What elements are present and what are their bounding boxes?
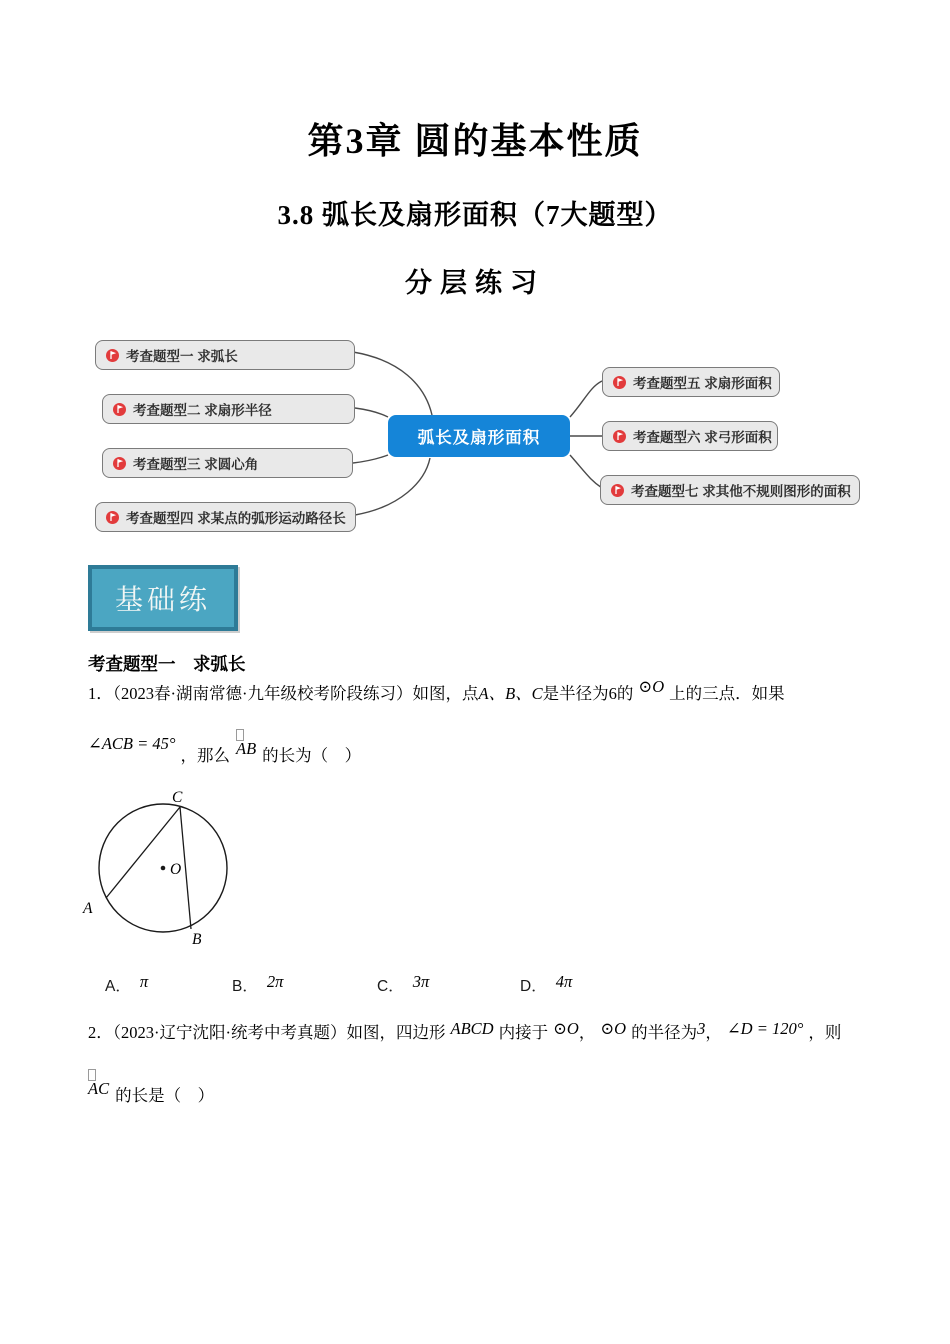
arc-AC-letters: AC <box>88 1079 110 1098</box>
problem2-radius: 3 <box>697 1019 706 1038</box>
label-O: O <box>170 861 182 878</box>
arc-AB-letters: AB <box>235 739 257 758</box>
problem2-comma2: ， <box>705 1023 722 1042</box>
circle-O-symbol: ⊙O <box>638 677 665 696</box>
mindmap-node-label: 考查题型七 求其他不规则图形的面积 <box>631 484 851 499</box>
label-A: A <box>83 900 93 917</box>
label-B: B <box>192 931 202 948</box>
problem2-mid3: ，则 <box>808 1023 842 1042</box>
problem1-source: （2023春·湖南常德·九年级校考阶段练习）如图，点 <box>112 684 479 703</box>
mindmap-node-type3 <box>102 448 353 478</box>
arc-AB <box>236 739 256 759</box>
basic-practice-banner <box>88 565 238 631</box>
circle-figure <box>78 788 253 963</box>
circle-O-symbol: ⊙O <box>553 1019 579 1038</box>
problem1-radius: 6 <box>608 684 617 703</box>
option-B <box>232 974 283 996</box>
problem2-mid1: 内接于 <box>498 1023 549 1042</box>
problem1-number: 1． <box>88 684 113 703</box>
arc-AC <box>88 1079 109 1099</box>
option-C <box>377 974 429 996</box>
problem2-source: （2023·辽宁沈阳·统考中考真题）如图，四边形 <box>112 1023 446 1042</box>
section-title: 3.8 弧长及扇形面积（7大题型） <box>277 200 673 230</box>
option-B-label: B． <box>232 978 258 995</box>
question-type-heading: 考查题型一 求弧长 <box>88 654 246 674</box>
chord-CB <box>180 807 191 929</box>
option-C-label: C． <box>377 978 404 995</box>
flag-icon <box>113 403 126 416</box>
problem1-options <box>0 974 950 1002</box>
problem2-tail: 的长是（ ） <box>115 1086 215 1105</box>
option-B-value: 2π <box>266 972 284 991</box>
option-D-value: 4π <box>555 972 573 991</box>
option-A <box>105 974 148 996</box>
problem1-mid2: 的 <box>616 684 634 703</box>
chapter-title: 第3章 圆的基本性质 <box>307 121 643 161</box>
option-C-value: 3π <box>412 972 430 991</box>
angle-D-equation: ∠D = 120° <box>726 1019 804 1038</box>
problem1-mid1: 是半径为 <box>542 684 609 703</box>
option-D <box>520 974 572 996</box>
mindmap-node-type2 <box>102 394 355 424</box>
problem2-line1 <box>88 1019 841 1043</box>
problem1-t1: ，那么 <box>180 746 230 765</box>
arc-mark-icon <box>236 729 244 741</box>
flag-icon <box>106 349 119 362</box>
circle-O-symbol: ⊙O <box>600 1019 627 1038</box>
mindmap-central-topic: 弧长及扇形面积 <box>388 415 570 457</box>
center-dot <box>161 866 166 871</box>
mindmap-node-label: 考查题型四 求某点的弧形运动路径长 <box>126 511 346 526</box>
option-A-label: A． <box>105 978 131 995</box>
problem1-points: A、B、C <box>478 684 543 703</box>
option-D-label: D． <box>520 978 547 995</box>
flag-icon <box>106 511 119 524</box>
mindmap-node-label: 考查题型二 求扇形半径 <box>133 403 272 418</box>
mindmap-node-label: 考查题型一 求弧长 <box>126 349 238 364</box>
mindmap-node-type1 <box>95 340 355 370</box>
mindmap-node-type5 <box>602 367 780 397</box>
flag-icon <box>113 457 126 470</box>
option-A-value: π <box>139 972 149 991</box>
chord-CA <box>106 807 180 898</box>
banner-label: 基础练 <box>114 585 211 616</box>
problem2-comma1: ， <box>578 1023 596 1042</box>
problem1-t2: 的长为（ ） <box>262 746 362 765</box>
problem1-line1 <box>88 677 785 704</box>
mindmap-node-label: 考查题型六 求弓形面积 <box>633 430 772 445</box>
angle-equation: ∠ACB = 45° <box>88 734 176 753</box>
flag-icon <box>611 484 624 497</box>
problem1-line2 <box>88 734 362 766</box>
mindmap-node-type6 <box>602 421 778 451</box>
tier-label: 分层练习 <box>405 268 545 298</box>
mindmap <box>0 330 950 545</box>
mindmap-node-type7 <box>600 475 860 505</box>
flag-icon <box>613 430 626 443</box>
mindmap-node-label: 考查题型三 求圆心角 <box>133 457 259 472</box>
problem2-number: 2． <box>88 1023 113 1042</box>
mindmap-node-label: 考查题型五 求扇形面积 <box>633 376 772 391</box>
problem2-line2 <box>88 1079 215 1106</box>
quad-ABCD: ABCD <box>450 1019 494 1038</box>
arc-mark-icon <box>88 1069 96 1081</box>
problem2-mid2: 的半径为 <box>631 1023 698 1042</box>
problem1-mid3: 上的三点．如果 <box>669 684 785 703</box>
flag-icon <box>613 376 626 389</box>
label-C: C <box>172 789 183 806</box>
mindmap-node-type4 <box>95 502 356 532</box>
